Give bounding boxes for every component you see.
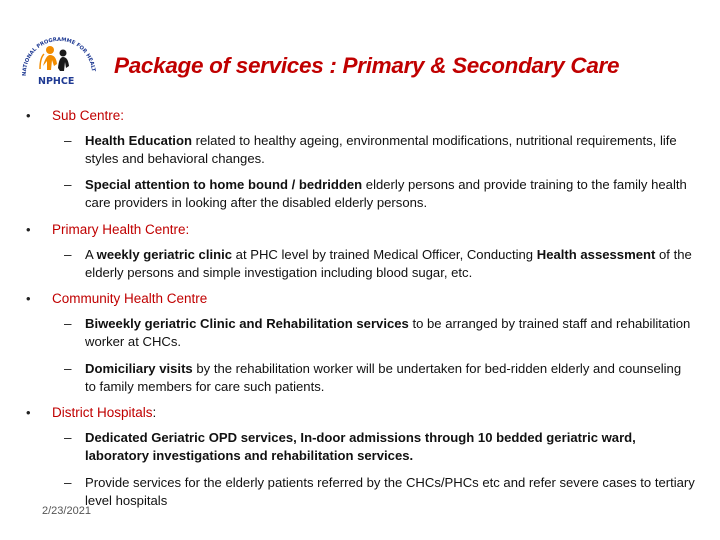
page-title: Package of services : Primary & Secondary Care <box>114 53 620 78</box>
section-heading-sub-centre: Sub Centre: <box>52 108 125 123</box>
list-item: Dedicated Geriatric OPD services, In-door admissions through 10 bedded geriatric ward, laboratory investigations and rehabilitation services. <box>85 430 636 463</box>
section-heading-phc: Primary Health Centre: <box>52 222 190 237</box>
list-item: A weekly geriatric clinic at PHC level by trained Medical Officer, Conducting Health assessment of the elderly persons and simple investigation including blood sugar, etc. <box>85 247 692 280</box>
list-item: Provide services for the elderly patients referred by the CHCs/PHCs etc and refer severe cases to tertiary level hospitals <box>85 475 695 508</box>
list-item: Health Education related to healthy ageing, environmental modifications, nutritional requirements, life styles and behavioral changes. <box>85 133 677 166</box>
dash-icon: – <box>64 177 72 192</box>
logo-text: NPHCE <box>38 76 75 87</box>
slide-date: 2/23/2021 <box>42 505 91 517</box>
list-item: Special attention to home bound / bedridden elderly persons and provide training to the family health care providers in looking after the disabled elderly persons. <box>85 177 687 210</box>
bullet-icon: • <box>26 291 31 306</box>
logo-figure-carer-icon <box>58 57 69 71</box>
logo-figure-head2-icon <box>60 50 67 57</box>
section-heading-chc: Community Health Centre <box>52 291 208 306</box>
section-heading-district-hospitals: District Hospitals: <box>52 405 157 420</box>
logo-figure-head-icon <box>46 46 54 54</box>
dash-icon: – <box>64 475 72 490</box>
nphce-logo <box>16 36 102 94</box>
list-item: Biweekly geriatric Clinic and Rehabilitation services to be arranged by trained staff and rehabilitation worker at CHCs. <box>85 316 691 349</box>
dash-icon: – <box>64 133 72 148</box>
dash-icon: – <box>64 247 72 262</box>
bullet-icon: • <box>26 405 31 420</box>
logo-walking-stick-icon <box>40 54 44 69</box>
dash-icon: – <box>64 430 72 445</box>
logo-arc-text: NATIONAL PROGRAMME FOR HEALT <box>21 36 96 77</box>
logo-figure-elder-icon <box>43 55 57 70</box>
dash-icon: – <box>64 361 72 376</box>
bullet-icon: • <box>26 108 31 123</box>
bullet-icon: • <box>26 222 31 237</box>
dash-icon: – <box>64 316 72 331</box>
list-item: Domiciliary visits by the rehabilitation worker will be undertaken for bed-ridden elderly and counseling to family members for care such patients. <box>85 361 682 394</box>
